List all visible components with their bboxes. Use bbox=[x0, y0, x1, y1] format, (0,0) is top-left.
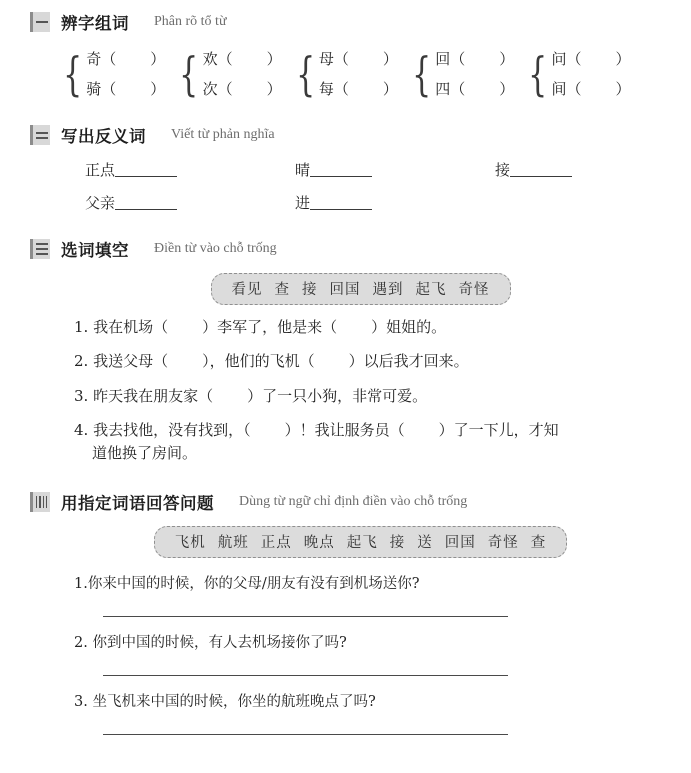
item-continuation: 道他换了房间。 bbox=[92, 444, 198, 462]
char-blank-top[interactable]: 问（ ） bbox=[551, 50, 631, 68]
antonym-item[interactable]: 父亲 bbox=[85, 192, 295, 213]
character-pair-group bbox=[174, 48, 281, 99]
char-blank-bottom[interactable]: 四（ ） bbox=[435, 80, 515, 98]
section-two-subtitle: Viết từ phản nghĩa bbox=[171, 127, 275, 142]
left-brace-icon: { bbox=[63, 46, 83, 101]
char-blank-top[interactable]: 回（ ） bbox=[435, 50, 515, 68]
question-text: 你来中国的时候，你的父母/朋友有没有到机场送你? bbox=[87, 576, 420, 593]
antonym-row bbox=[85, 192, 691, 213]
four-bar-icon bbox=[30, 492, 50, 512]
word-bank-item[interactable]: 航班 bbox=[217, 535, 249, 552]
character-pair-group bbox=[523, 48, 630, 99]
word-bank-item[interactable]: 晚点 bbox=[303, 535, 335, 552]
left-brace-icon: { bbox=[412, 46, 432, 101]
character-pair-group bbox=[58, 48, 165, 99]
item-number: 1. bbox=[74, 318, 89, 336]
section-three-subtitle: Điền từ vào chỗ trống bbox=[154, 241, 277, 256]
question-number: 3. bbox=[74, 694, 88, 711]
question-number: 1. bbox=[74, 576, 88, 593]
section-one-header bbox=[30, 10, 691, 34]
char-blank-bottom[interactable]: 每（ ） bbox=[318, 80, 398, 98]
antonym-item[interactable]: 正点 bbox=[85, 159, 295, 180]
word-bank-item[interactable]: 起飞 bbox=[415, 282, 447, 298]
fill-blank-item[interactable]: 1. 我在机场（ ）李军了，他是来（ ）姐姐的。 bbox=[74, 318, 447, 336]
word-bank-item[interactable]: 查 bbox=[530, 535, 547, 552]
section-one bbox=[30, 0, 691, 99]
word-bank-item[interactable]: 遇到 bbox=[372, 282, 404, 298]
word-bank-item[interactable]: 看见 bbox=[231, 282, 263, 298]
word-bank-item[interactable]: 送 bbox=[417, 535, 433, 552]
word-bank-item[interactable]: 飞机 bbox=[174, 535, 206, 552]
section-four-header bbox=[30, 490, 691, 514]
section-three-title: 选词填空 bbox=[61, 241, 129, 260]
word-bank-item[interactable]: 回国 bbox=[329, 282, 361, 298]
answer-line[interactable] bbox=[103, 674, 508, 676]
one-bar-icon bbox=[30, 12, 50, 32]
word-bank-four bbox=[154, 526, 568, 558]
char-blank-top[interactable]: 欢（ ） bbox=[202, 50, 282, 68]
word-bank-item[interactable]: 起飞 bbox=[346, 535, 378, 552]
three-bar-icon bbox=[30, 239, 50, 259]
item-number: 4. bbox=[74, 420, 89, 439]
word-bank-item[interactable]: 查 bbox=[274, 282, 290, 298]
section-four-subtitle: Dùng từ ngữ chỉ định điền vào chỗ trống bbox=[239, 494, 468, 510]
fill-blank-item[interactable]: 2. 我送父母（ ），他们的飞机（ ）以后我才回来。 bbox=[74, 352, 469, 371]
left-brace-icon: { bbox=[295, 46, 315, 101]
section-one-subtitle: Phân rõ tổ từ bbox=[154, 14, 227, 29]
char-blank-bottom[interactable]: 次（ ） bbox=[202, 80, 282, 98]
fill-blank-item[interactable]: 3. 昨天我在朋友家（ ）了一只小狗，非常可爱。 bbox=[74, 386, 428, 405]
open-question bbox=[74, 631, 691, 652]
item-number: 2. bbox=[74, 352, 89, 371]
answer-line[interactable] bbox=[103, 733, 508, 735]
section-three-header bbox=[30, 237, 691, 261]
two-bar-icon bbox=[30, 125, 50, 145]
char-blank-bottom[interactable]: 间（ ） bbox=[551, 80, 631, 98]
open-question bbox=[74, 572, 691, 593]
word-bank-item[interactable]: 接 bbox=[302, 282, 318, 298]
open-question bbox=[74, 690, 691, 711]
character-pair-group bbox=[407, 48, 514, 99]
word-bank-item[interactable]: 正点 bbox=[260, 535, 292, 552]
antonym-row bbox=[85, 159, 691, 180]
word-bank-three bbox=[211, 273, 511, 305]
question-text: 坐飞机来中国的时候，你坐的航班晚点了吗? bbox=[92, 694, 376, 711]
char-blank-top[interactable]: 母（ ） bbox=[318, 50, 398, 68]
section-four-title: 用指定词语回答问题 bbox=[61, 494, 214, 514]
antonym-item[interactable]: 接 bbox=[495, 159, 572, 180]
item-number: 3. bbox=[74, 386, 89, 405]
section-one-title: 辨字组词 bbox=[61, 14, 129, 33]
section-two-header bbox=[30, 123, 691, 147]
word-bank-item[interactable]: 接 bbox=[389, 535, 406, 552]
answer-line[interactable] bbox=[103, 615, 508, 617]
left-brace-icon: { bbox=[179, 46, 199, 101]
word-bank-item[interactable]: 奇怪 bbox=[487, 535, 519, 552]
section-two-title: 写出反义词 bbox=[61, 127, 146, 146]
word-bank-item[interactable]: 回国 bbox=[444, 535, 476, 552]
section-two bbox=[30, 123, 691, 213]
char-blank-top[interactable]: 奇（ ） bbox=[86, 50, 166, 68]
char-blank-bottom[interactable]: 骑（ ） bbox=[86, 80, 166, 98]
word-bank-item[interactable]: 奇怪 bbox=[458, 282, 490, 298]
question-text: 你到中国的时候，有人去机场接你了吗? bbox=[92, 635, 347, 652]
fill-blank-item[interactable]: 4. 我去找他，没有找到，（ ）！我让服务员（ ）了一下儿，才知 道他换了房间。 bbox=[74, 419, 691, 466]
left-brace-icon: { bbox=[528, 46, 548, 101]
antonym-item[interactable]: 进 bbox=[295, 192, 495, 213]
antonym-item[interactable]: 晴 bbox=[295, 159, 495, 180]
question-number: 2. bbox=[74, 635, 88, 652]
section-three bbox=[30, 237, 691, 465]
character-pair-groups bbox=[58, 48, 691, 99]
character-pair-group bbox=[291, 48, 398, 99]
section-four bbox=[30, 490, 691, 735]
